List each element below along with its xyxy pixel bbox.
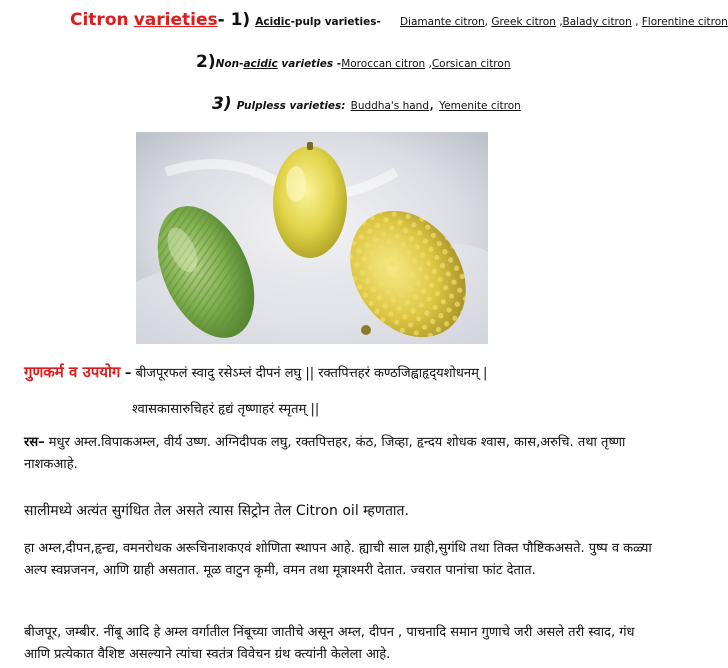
title-sep: - 1): [217, 10, 251, 30]
title-citron: Citron: [70, 10, 129, 30]
heading-line-nonacidic: 2)Non-acidic varieties -Moroccan citron ,Corsican citron: [196, 52, 511, 72]
sanskrit-line-2: [132, 399, 319, 417]
heading-line-acidic: Citron varieties- 1) Acidic-pulp varieties- Diamante citron, Greek citron ,Balady citron , Florentine citron: [70, 10, 728, 30]
link-florentine-citron[interactable]: Florentine citron: [641, 16, 728, 28]
link-balady-citron[interactable]: Balady citron: [562, 16, 632, 28]
gunakarma-label: गुणकर्म व उपयोग: [24, 363, 121, 381]
ras-label: रस–: [24, 435, 45, 450]
link-yemenite-citron[interactable]: Yemenite citron: [439, 100, 521, 112]
paragraph-uses: [24, 538, 664, 582]
link-diamante-citron[interactable]: Diamante citron: [399, 16, 485, 28]
gunakarma-dash: –: [120, 366, 132, 381]
link-greek-citron[interactable]: Greek citron: [491, 16, 556, 28]
link-corsican-citron[interactable]: Corsican citron: [431, 58, 511, 70]
sanskrit-verse-1: बीजपूरफलं स्वादु रसेऽम्लं दीपनं लघु || रक्तपित्तहरं कण्ठजिह्वाहृद्‌यशोधनम्‌ |: [135, 366, 488, 381]
acidic-rest: -pulp varieties-: [290, 16, 381, 28]
pulpless-label: Pulpless varieties:: [236, 100, 346, 112]
heading-line-pulpless: 3) Pulpless varieties: Buddha's hand, Yemenite citron: [212, 94, 521, 114]
sanskrit-line-1: [24, 362, 487, 382]
title-varieties: varieties: [133, 10, 218, 30]
paragraph-types: [24, 622, 664, 666]
oil-text: सालीमध्ये अत्यंत सुगंधित तेल असते त्यास सिट्रोन तेल Citron oil म्हणतात.: [24, 503, 409, 519]
link-moroccan-citron[interactable]: Moroccan citron: [341, 58, 426, 70]
uses-text: हा अम्ल,दीपन,हृन्द्य, वमनरोधक अरूचिनाशकएवं शोणिता स्थापन आहे. ह्याची साल ग्राही,सुगंधि तथा तिक्त पौष्टिकअसते. पुष्प व कळ्या अल्प स्वप्नजनन, आणि ग्राही असतात. मूळ वाटुन कृमी, वमन तथा मूत्राश्मरी देतात. ज्वरात पानांचा फांट देतात.: [24, 541, 652, 578]
paragraph-ras: [24, 432, 664, 476]
pulpless-num: 3): [212, 94, 232, 114]
nonacidic-pre: Non-: [215, 58, 244, 70]
types-text: बीजपूर, जम्बीर. नींबू आदि हे अम्ल वर्गातील निंबूच्या जातीचे असून अम्ल, दीपन , पाचनादि समान गुणाचे जरी असले तरी स्वाद, गंध आणि प्रत्येकात वैशिष्ट असल्याने त्यांचा स्वतंत्र विवेचन ग्रंथ क्त्यांनी केलेला आहे.: [24, 625, 635, 662]
citron-fruits-photo: [136, 132, 488, 344]
nonacidic-word: acidic: [243, 58, 278, 70]
nonacidic-num: 2): [196, 52, 216, 72]
acidic-word: Acidic: [255, 16, 291, 28]
paragraph-oil: [24, 500, 664, 522]
sanskrit-verse-2: श्वासकासारुचिहरं हृद्यं तृष्णाहरं स्मृतम्‌ ||: [132, 402, 320, 417]
nonacidic-rest: varieties -: [277, 58, 342, 70]
ras-text: मधुर अम्ल.विपाकअम्ल, वीर्य उष्ण. अग्निदीपक लघु, रक्तपित्तहर, कंठ, जिव्हा, हृन्दय शोधक श्वास, कास,अरुचि. तथा तृष्णा नाशकआहे.: [24, 435, 626, 472]
link-buddhas-hand[interactable]: Buddha's hand: [350, 100, 429, 112]
